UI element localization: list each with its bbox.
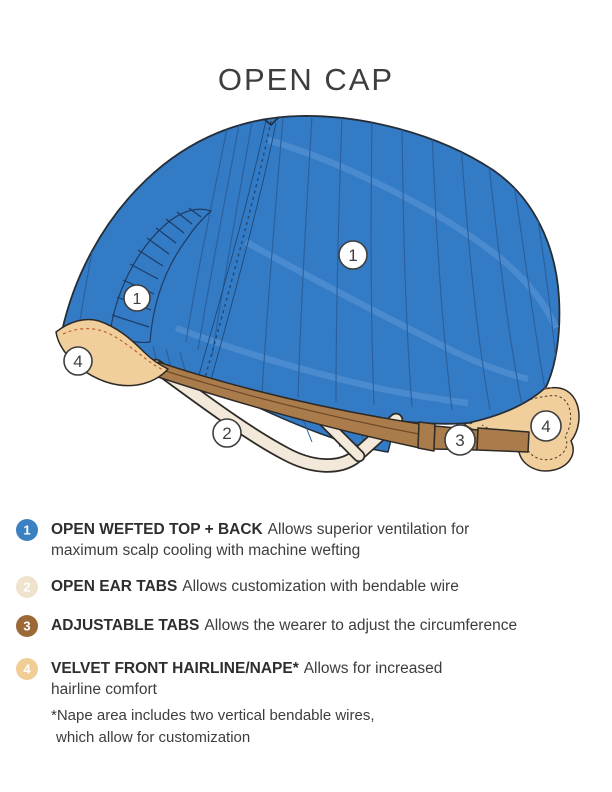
legend-text-1 bbox=[51, 519, 469, 561]
legend-badge-1 bbox=[16, 519, 38, 541]
legend-desc: Allows customization with bendable wire bbox=[182, 578, 459, 595]
badge-number: 2 bbox=[23, 579, 31, 595]
strap-slider bbox=[418, 422, 435, 451]
legend-term: ADJUSTABLE TABS bbox=[51, 617, 200, 634]
callout-1-back bbox=[339, 241, 367, 269]
callout-4-nape bbox=[531, 411, 561, 441]
legend-badge-4 bbox=[16, 658, 38, 680]
legend-badge-3 bbox=[16, 615, 38, 637]
callout-3-label: 3 bbox=[455, 431, 465, 450]
legend-desc: Allows superior ventilation for bbox=[267, 521, 470, 538]
footnote bbox=[51, 705, 602, 749]
legend bbox=[16, 519, 602, 749]
strap-buckle-tab bbox=[477, 428, 529, 452]
legend-item-2 bbox=[16, 576, 602, 598]
badge-number: 4 bbox=[23, 661, 31, 677]
page-title: OPEN CAP bbox=[217, 62, 395, 97]
legend-desc-line2: maximum scalp cooling with machine wefting bbox=[51, 542, 361, 559]
legend-item-3 bbox=[16, 615, 602, 637]
footnote-line2: which allow for customization bbox=[56, 729, 251, 746]
legend-item-4 bbox=[16, 658, 602, 700]
legend-desc-line2: hairline comfort bbox=[51, 681, 157, 698]
legend-term: VELVET FRONT HAIRLINE/NAPE* bbox=[51, 660, 299, 677]
legend-badge-2 bbox=[16, 576, 38, 598]
legend-text-3 bbox=[51, 615, 517, 636]
callout-2-label: 2 bbox=[222, 424, 232, 443]
legend-text-4 bbox=[51, 658, 442, 700]
callout-4-front-label: 4 bbox=[73, 352, 83, 371]
callout-1-front-label: 1 bbox=[132, 291, 142, 308]
callout-1-back-label: 1 bbox=[348, 246, 358, 265]
callout-4-nape-label: 4 bbox=[541, 417, 551, 436]
callout-1-front bbox=[124, 285, 150, 311]
legend-item-1 bbox=[16, 519, 602, 561]
callout-2 bbox=[213, 419, 241, 447]
legend-term: OPEN EAR TABS bbox=[51, 578, 178, 595]
legend-desc: Allows for increased bbox=[303, 660, 443, 677]
callout-4-front bbox=[64, 347, 92, 375]
legend-desc: Allows the wearer to adjust the circumference bbox=[204, 617, 518, 634]
legend-term: OPEN WEFTED TOP + BACK bbox=[51, 521, 263, 538]
callout-3 bbox=[445, 425, 475, 455]
badge-number: 3 bbox=[23, 618, 31, 634]
footnote-line1: *Nape area includes two vertical bendable wires, bbox=[51, 707, 375, 724]
legend-text-2 bbox=[51, 576, 459, 597]
badge-number: 1 bbox=[23, 522, 31, 538]
